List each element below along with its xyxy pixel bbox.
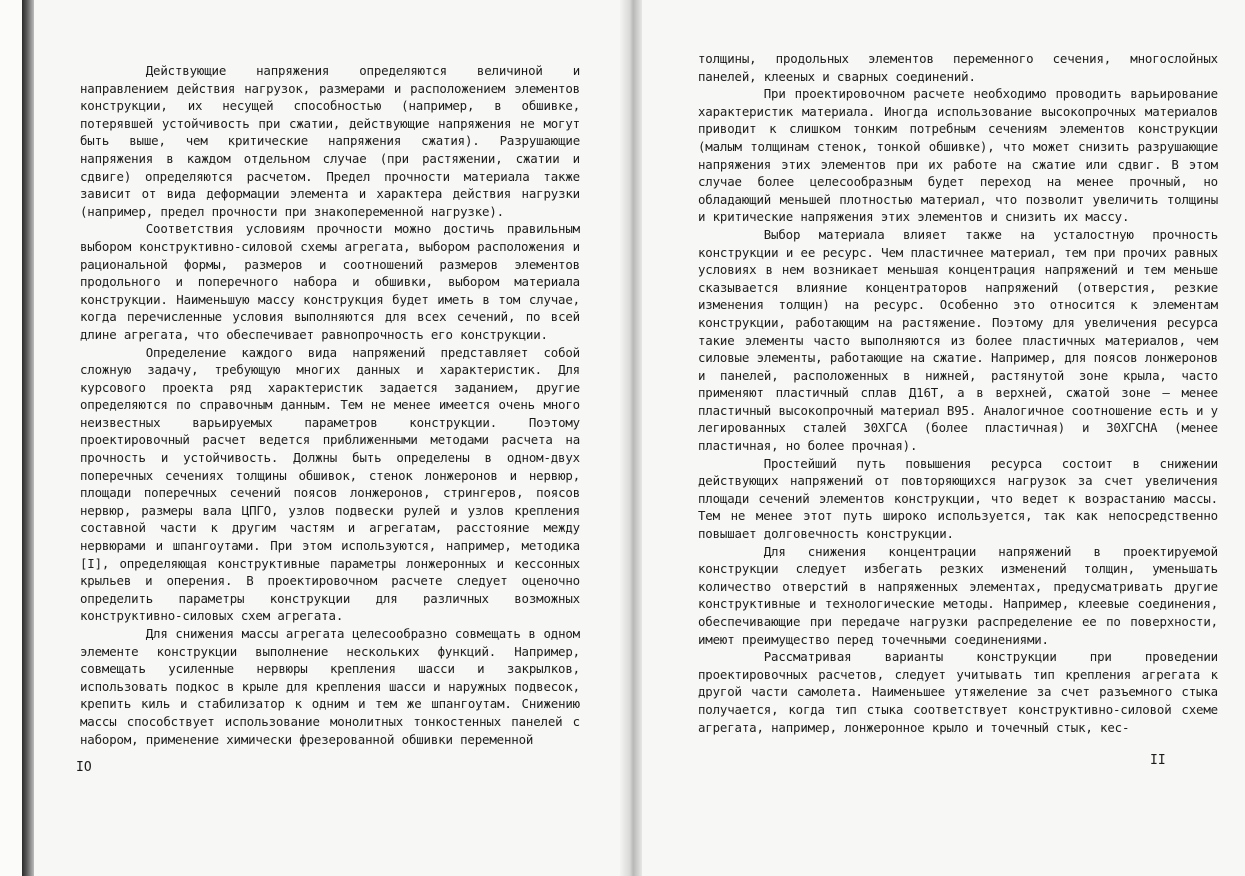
right-page-text bbox=[698, 50, 1218, 736]
page-number-right: II bbox=[1150, 753, 1166, 768]
paragraph: Для снижения концентрации напряжений в проектируемой конструкции следует избегать резких изменений толщин, уменьшать количество отверстий в напряженных элементах, предусматривать другие конструктивные и технологические методы. Например, клеевые соединения, обеспечивающие при передаче нагрузки распределение ее по поверхности, имеют преимущество перед точечными соединениями. bbox=[698, 543, 1218, 647]
page-gutter bbox=[620, 0, 642, 876]
paragraph: Рассматривая варианты конструкции при проведении проектировочных расчетов, следует учитывать тип крепления агрегата к другой части самолета. Наименьшее утяжеление за счет разъемного стыка получается, когда тип стыка соответствует конструктивно-силовой схеме агрегата, например, лонжеронное крыло и точечный стык, кес- bbox=[698, 649, 1218, 735]
paragraph: Для снижения массы агрегата целесообразно совмещать в одном элементе конструкции выполнение нескольких функций. Например, совмещать усиленные нервюры крепления шасси и закрылков, использовать подкос в крыле для крепления шасси и наружных подвесок, крепить киль и стабилизатор к одним и тем же шпангоутам. Снижению массы способствует использование монолитных тонкостенных панелей с набором, применение химически фрезерованной обшивки переменной bbox=[80, 626, 580, 747]
page-number-left: IO bbox=[76, 760, 92, 775]
paragraph: Выбор материала влияет также на усталостную прочность конструкции и ее ресурс. Чем пластичнее материал, тем при прочих равных условиях в нем возникает меньшая концентрация напряжений и тем меньше сказывается влияние концентраторов напряжений (отверстия, резкие изменения толщин) на ресурс. Особенно это относится к элементам конструкции, работающим на растяжение. Поэтому для увеличения ресурса такие элементы часто выполняются из более пластичных материалов, чем силовые элементы, работающие на сжатие. Например, для поясов лонжеронов и панелей, расположенных в нижней, растянутой зоне крыла, часто применяют пластичный сплав Д16Т, а в верхней, сжатой зоне – менее пластичный высокопрочный материал В95. Аналогичное соотношение есть и у легированных сталей 30ХГСА (более пластичная) и 30ХГСНА (менее пластичная, но более прочная). bbox=[698, 226, 1218, 454]
paragraph: Соответствия условиям прочности можно достичь правильным выбором конструктивно-силовой схемы агрегата, выбором расположения и рациональной формы, размеров и соотношений размеров элементов продольного и поперечного набора и обшивки, выбором материала конструкции. Наименьшую массу конструкция будет иметь в том случае, когда перечисленные условия выполняются для всех сечений, по всей длине агрегата, что обеспечивает равнопрочность его конструкции. bbox=[80, 221, 580, 342]
paragraph: При проектировочном расчете необходимо проводить варьирование характеристик материала. Иногда использование высокопрочных материалов приводит к слишком тонким потребным сечениям элементов конструкции (малым толщинам стенок, тонкой обшивке), что может снизить разрушающие напряжения этих элементов при их работе на сжатие или сдвиг. В этом случае более целесообразным будет переход на менее прочный, но обладающий меньшей плотностью материал, что позволит увеличить толщины и критические напряжения этих элементов и снизить их массу. bbox=[698, 86, 1218, 225]
paragraph: Простейший путь повышения ресурса состоит в снижении действующих напряжений от повторяющихся нагрузок за счет увеличения площади сечений элементов конструкции, что ведет к возрастанию массы. Тем не менее этот путь широко используется, так как непосредственно повышает долговечность конструкции. bbox=[698, 455, 1218, 542]
paragraph: Действующие напряжения определяются величиной и направлением действия нагрузок, размерами и расположением элементов конструкции, их несущей способностью (например, в обшивке, потерявшей устойчивость при сжатии, действующие напряжения не могут быть выше, чем критические напряжения сжатия). Разрушающие напряжения в каждом отдельном случае (при растяжении, сжатии и сдвиге) определяются расчетом. Предел прочности материала также зависит от вида деформации элемента и характера действия нагрузки (например, предел прочности при знакопеременной нагрузке). bbox=[80, 63, 580, 219]
paragraph: Определение каждого вида напряжений представляет собой сложную задачу, требующую многих данных и характеристик. Для курсового проекта ряд характеристик задается заданием, другие определяются по справочным данным. Тем не менее имеется очень много неизвестных варьируемых параметров конструкции. Поэтому проектировочный расчет ведется приближенными методами расчета на прочность и устойчивость. Должны быть определены в одном-двух поперечных сечениях толщины обшивок, стенок лонжеронов и нервюр, площади поперечных сечений поясов лонжеронов, стрингеров, поясов нервюр, размеры вала ЦПГО, узлов подвески рулей и узлов крепления составной части к другим частям и агрегатам, расстояние между нервюрами и шпангоутами. При этом используются, например, методика [I], определяющая конструктивные параметры лонжеронных и кессонных крыльев и оперения. В проектировочном расчете следует оценочно определить параметры конструкции для различных возможных конструктивно-силовых схем агрегата. bbox=[80, 344, 580, 624]
left-page-text bbox=[80, 62, 580, 748]
binding-edge bbox=[22, 0, 34, 876]
paragraph-continuation: толщины, продольных элементов переменного сечения, многослойных панелей, клееных и сварных соединений. bbox=[698, 51, 1218, 84]
